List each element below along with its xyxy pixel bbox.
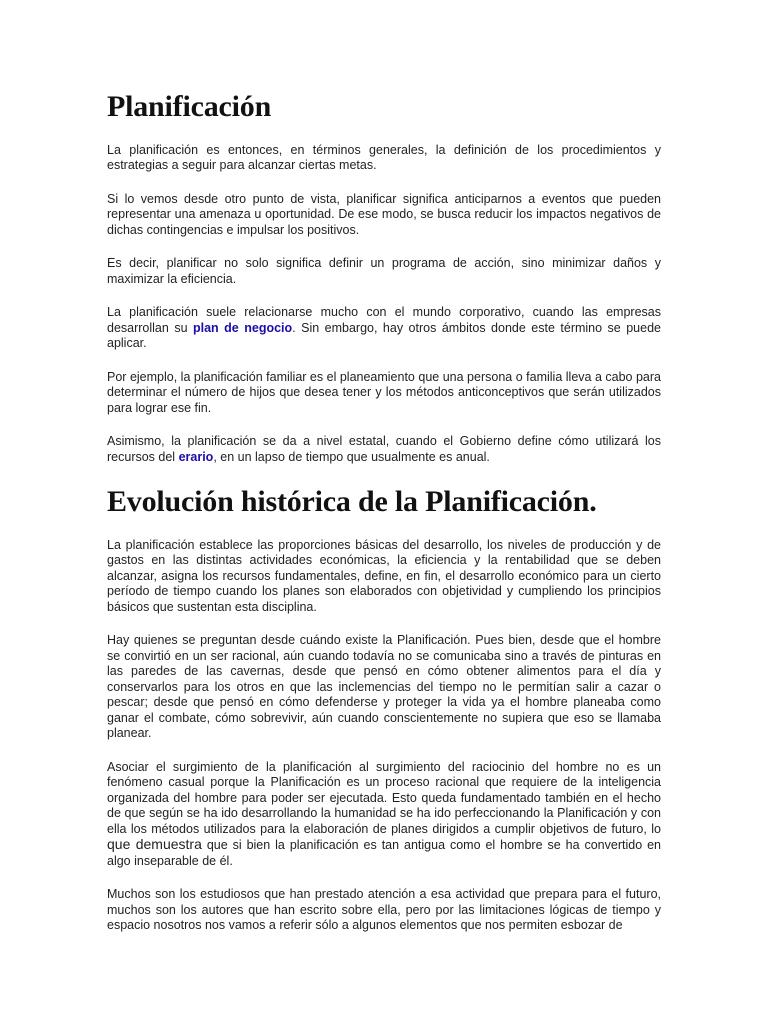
paragraph-corporate-text-end: . Sin embargo, hay otros ámbitos donde este término se puede aplicar. (107, 320, 661, 350)
paragraph-efficiency: Es decir, planificar no solo significa definir un programa de acción, sino minimizar daños y maximizar la eficiencia. (107, 256, 661, 286)
plan-de-negocio-link[interactable]: plan de negocio (193, 320, 293, 335)
paragraph-proportions: La planificación establece las proporciones básicas del desarrollo, los niveles de producción y de gastos en las distintas actividades económicas, la eficiencia y la rentabilidad que se deben alcanzar, asigna los recursos fundamentales, define, en fin, el desarrollo económico para un cierto período de tiempo cuando los planes son elaborados con objetividad y cumpliendo los principios básicos que sustentan esta disciplina. (107, 537, 661, 614)
paragraph-reasoning (107, 760, 661, 870)
paragraph-state-text-start: Asimismo, la planificación se da a nivel estatal, cuando el Gobierno define cómo utilizará los recursos del (107, 434, 661, 464)
page-title: Planificación (107, 90, 272, 123)
paragraph-scholars: Muchos son los estudiosos que han prestado atención a esa actividad que prepara para el futuro, muchos son los autores que han escrito sobre ella, pero por las limitaciones lógicas de tiempo y espacio nosotros nos vamos a referir sólo a algunos elementos que nos permiten esbozar de (107, 887, 661, 932)
paragraph-corporate-text-start: La planificación suele relacionarse mucho con el mundo corporativo, cuando las empresas desarrollan su (107, 305, 661, 335)
erario-link[interactable]: erario (178, 449, 214, 464)
paragraph-state-text-end: , en un lapso de tiempo que usualmente es anual. (213, 449, 490, 464)
section-heading-evolution: Evolución histórica de la Planificación. (107, 485, 597, 518)
paragraph-family-planning: Por ejemplo, la planificación familiar es el planeamiento que una persona o familia lleva a cabo para determinar el número de hijos que desea tener y los métodos anticonceptivos que serán utilizados para lograr ese fin. (107, 369, 661, 415)
paragraph-definition: La planificación es entonces, en términos generales, la definición de los procedimientos y estrategias a seguir para alcanzar ciertas metas. (107, 142, 661, 172)
paragraph-anticipation: Si lo vemos desde otro punto de vista, planificar significa anticiparnos a eventos que pueden representar una amenaza u oportunidad. De ese modo, se busca reducir los impactos negativos de dichas contingencias e impulsar los positivos. (107, 191, 661, 237)
paragraph-reasoning-large-text: que demuestra (107, 836, 202, 852)
paragraph-state (107, 434, 661, 465)
paragraph-corporate (107, 305, 661, 352)
paragraph-reasoning-text-start: Asociar el surgimiento de la planificación al surgimiento del raciocinio del hombre no es un fenómeno casual porque la Planificación es un proceso racional que requiere de la inteligencia organizada del hombre para poder ser ejecutada. Esto queda fundamentado también en el hecho de que según se ha ido desarrollando la humanidad se ha ido perfeccionando la Planificación y con ella los métodos utilizados para la elaboración de planes dirigidos a cumplir objetivos de futuro, lo (107, 759, 661, 836)
paragraph-reasoning-text-end: que si bien la planificación es tan antigua como el hombre se ha convertido en algo inseparable de él. (107, 838, 661, 868)
paragraph-history: Hay quienes se preguntan desde cuándo existe la Planificación. Pues bien, desde que el hombre se convirtió en un ser racional, aún cuando todavía no se comunicaba sino a través de pinturas en las paredes de las cavernas, desde que pensó en cómo obtener alimentos para el día y conservarlos para los otros en que las inclemencias del tiempo no le permitían salir a cazar o pescar; desde que pensó en cómo defenderse y proteger la vida ya el hombre planeaba como ganar el combate, cómo sobrevivir, aún cuando conscientemente no supiera que eso se llamaba planear. (107, 633, 661, 740)
